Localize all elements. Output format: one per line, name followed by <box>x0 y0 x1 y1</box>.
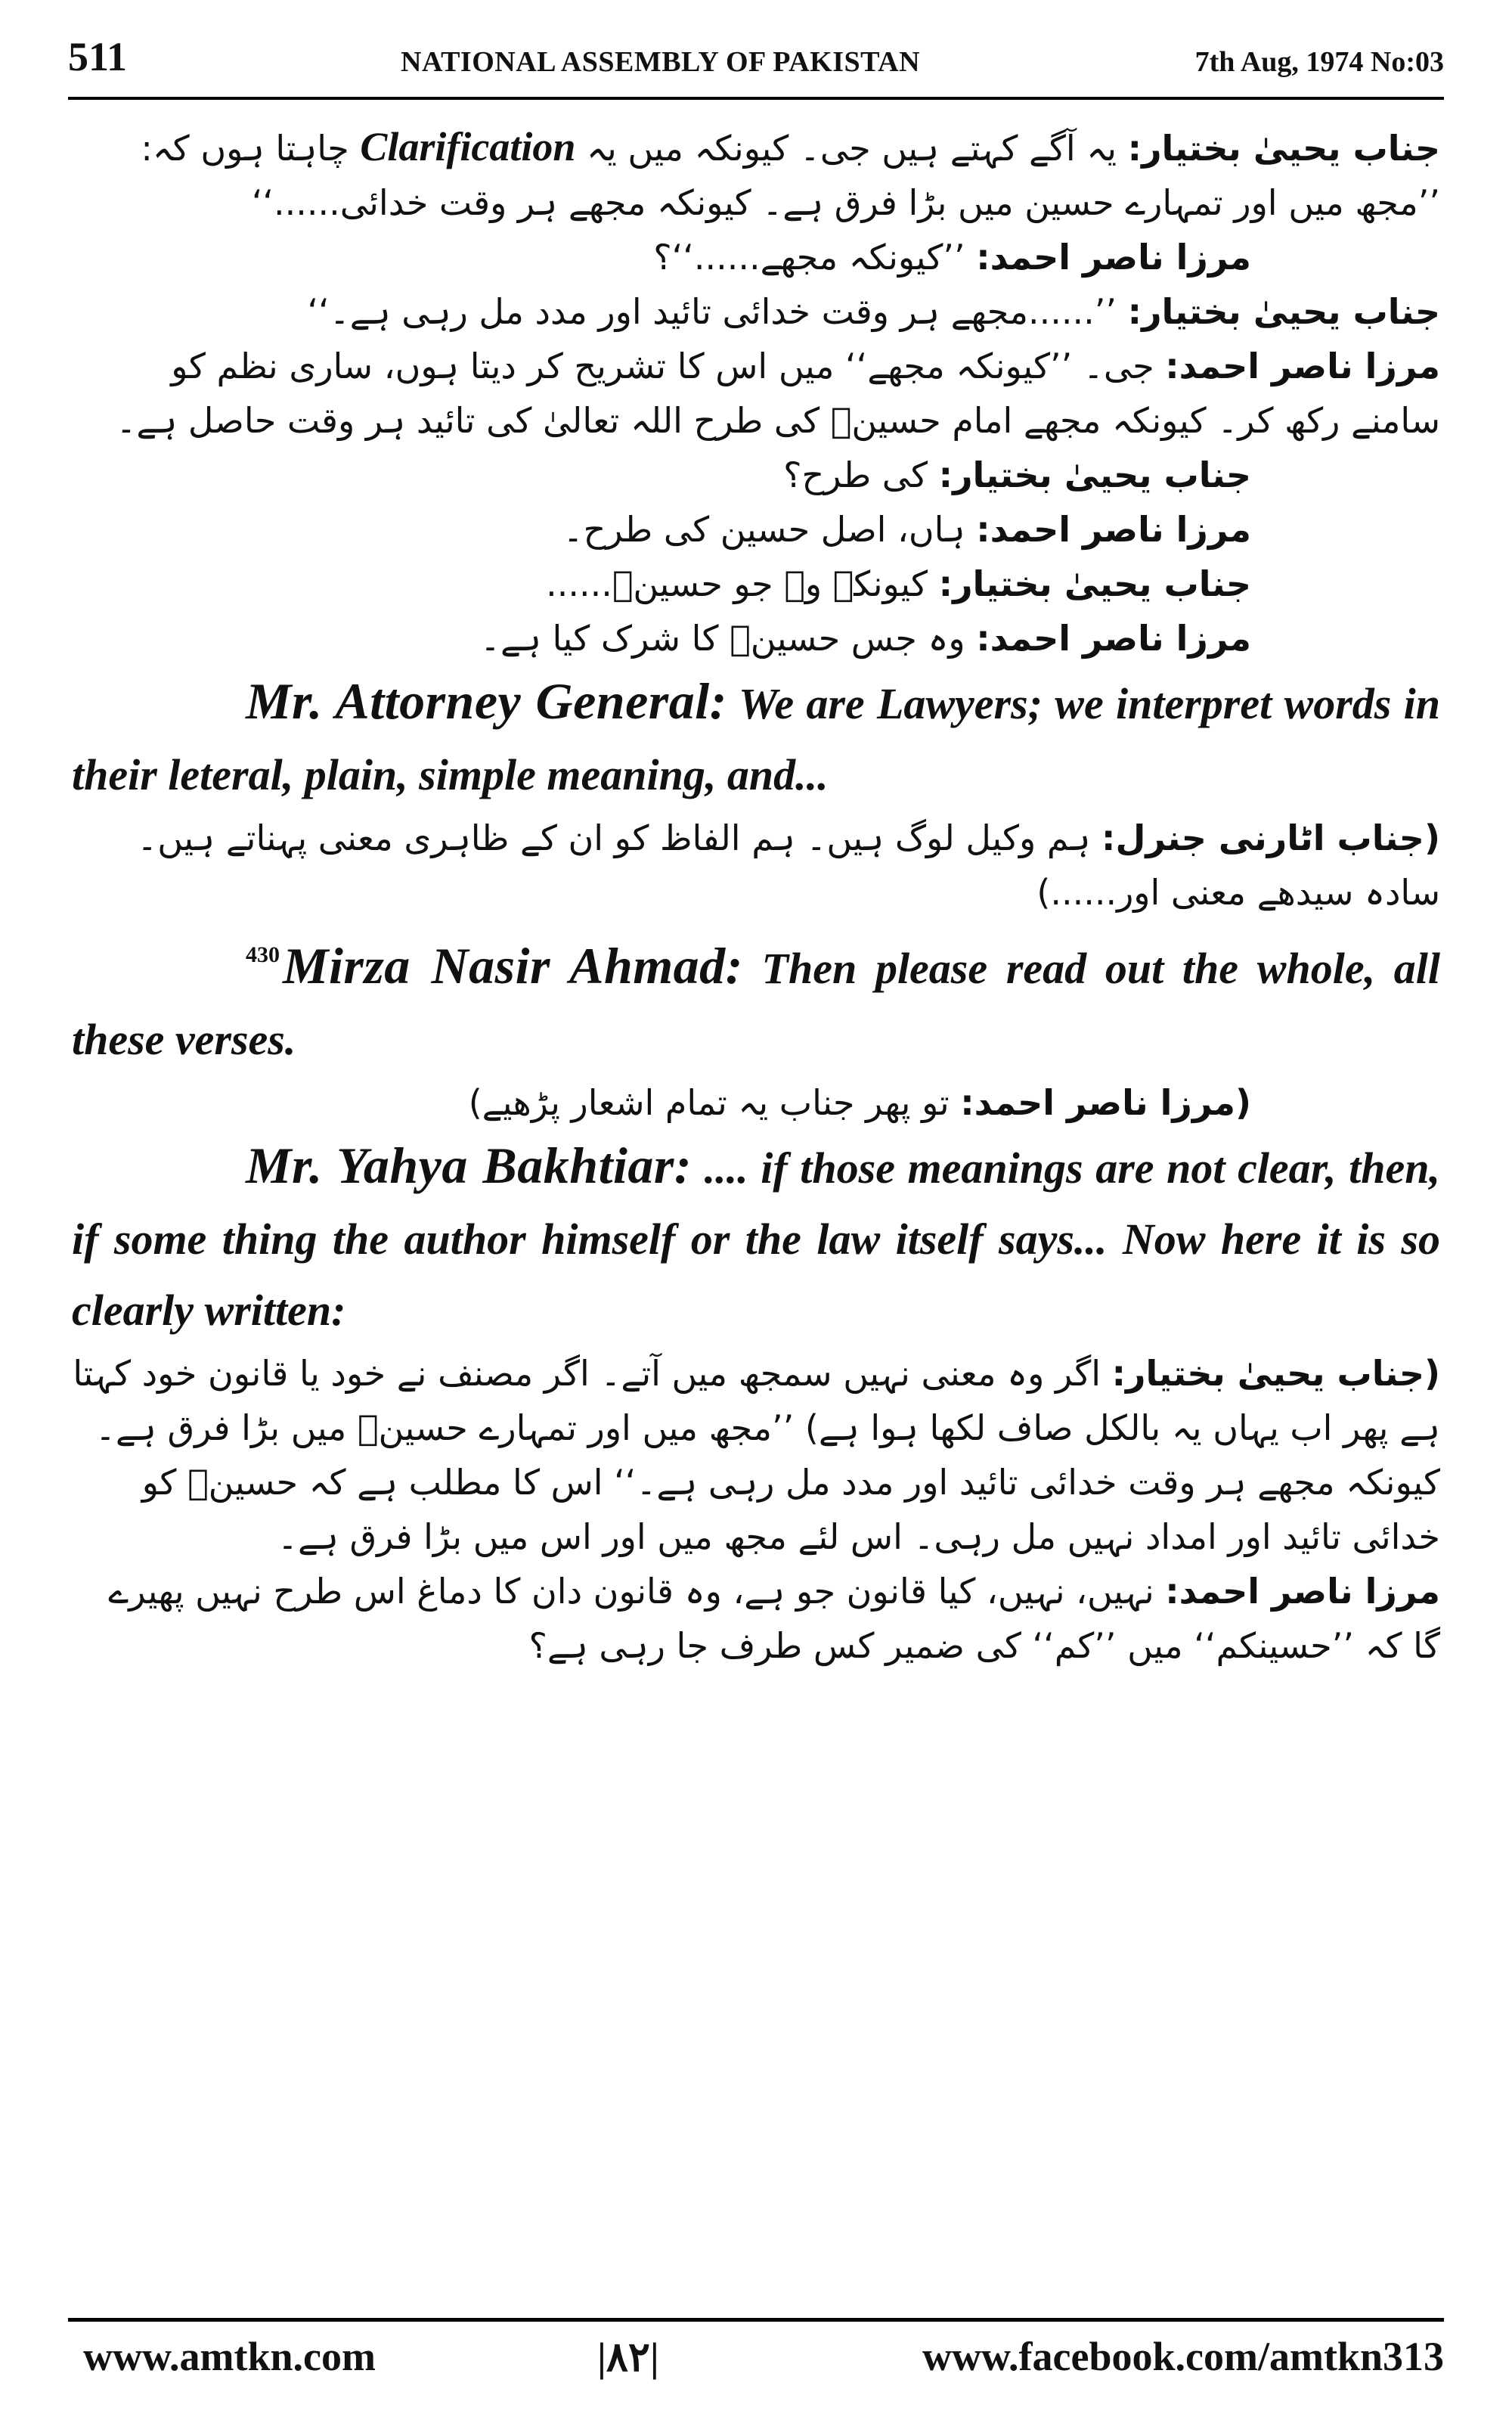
speaker-label: مرزا ناصر احمد: <box>976 618 1251 659</box>
urdu-paragraph <box>72 284 1440 339</box>
urdu-paragraph <box>72 811 1440 920</box>
urdu-text: جی۔ ’’کیونکہ مجھے‘‘ میں اس کا تشریح کر دیتا ہوں، ساری نظم کو سامنے رکھ کر۔ کیونکہ مجھے امام حسینؓ کی طرح اللہ تعالیٰ کی تائید ہر وقت حاصل ہے۔ <box>116 346 1440 441</box>
urdu-paragraph <box>72 448 1440 502</box>
urdu-paragraph <box>72 502 1440 557</box>
latin-term: Clarification <box>360 124 576 169</box>
speaker-label: جناب یحییٰ بختیار: <box>938 563 1251 604</box>
issue-date: 7th Aug, 1974 No:03 <box>1194 46 1444 78</box>
speaker-label: (مرزا ناصر احمد: <box>960 1082 1251 1123</box>
english-text: .... if those meanings are not clear, then, if some thing the author himself or the law itself says... Now here it is so clearly written: <box>72 1143 1441 1335</box>
header-rule <box>68 97 1444 100</box>
urdu-paragraph <box>72 230 1440 284</box>
urdu-text: اگر وہ معنی نہیں سمجھ میں آتے۔ اگر مصنف نے خود یا قانون خود کہتا ہے پھر اب یہاں یہ بالکل صاف لکھا ہوا ہے) ’’مجھ میں اور تمہارے حسینؓ میں بڑا فرق ہے۔ کیونکہ مجھے ہر وقت خدائی تائید اور مدد مل رہی ہے۔‘‘ اس کا مطلب ہے کہ حسینؓ کو خدائی تائید اور امداد نہیں مل رہی۔ اس لئے مجھ میں اور اس میں بڑا فرق ہے۔ <box>73 1353 1440 1557</box>
speaker-label: جناب یحییٰ بختیار: <box>1127 291 1440 332</box>
speaker-label: مرزا ناصر احمد: <box>1165 1571 1440 1612</box>
speaker-label: (جناب اٹارنی جنرل: <box>1101 818 1440 858</box>
publication-title: NATIONAL ASSEMBLY OF PAKISTAN <box>401 46 921 78</box>
page-header <box>68 29 1444 104</box>
page-number: 511 <box>68 34 128 79</box>
urdu-text: کی طرح؟ <box>783 455 928 495</box>
urdu-paragraph <box>72 1564 1440 1673</box>
footer-rule <box>68 2318 1444 2322</box>
english-paragraph <box>72 666 1440 811</box>
speaker-label: جناب یحییٰ بختیار: <box>1127 128 1440 169</box>
urdu-text: چاہتا ہوں کہ: ’’مجھ میں اور تمہارے حسین میں بڑا فرق ہے۔ کیونکہ مجھے ہر وقت خدائی......‘‘ <box>141 128 1440 223</box>
urdu-text: یہ آگے کہتے ہیں جی۔ کیونکہ میں یہ <box>587 128 1117 169</box>
urdu-text: ’’کیونکہ مجھے......‘‘؟ <box>653 237 965 278</box>
transcript-body <box>72 113 1440 1673</box>
english-paragraph <box>72 1130 1440 1346</box>
urdu-text: ہاں، اصل حسین کی طرح۔ <box>562 509 965 550</box>
urdu-paragraph <box>72 1075 1440 1130</box>
speaker-label: Mr. Yahya Bakhtiar: <box>246 1137 692 1194</box>
speaker-label: Mirza Nasir Ahmad: <box>283 937 743 994</box>
speaker-label: مرزا ناصر احمد: <box>976 509 1251 550</box>
urdu-text: تو پھر جناب یہ تمام اشعار پڑھیے) <box>468 1082 950 1123</box>
english-text: Then please read out the whole, all these verses. <box>72 944 1441 1064</box>
english-paragraph <box>72 920 1440 1075</box>
website-link[interactable]: www.amtkn.com <box>83 2334 376 2379</box>
facebook-link[interactable]: www.facebook.com/amtkn313 <box>922 2334 1444 2379</box>
urdu-paragraph <box>72 611 1440 666</box>
urdu-text: ’’......مجھے ہر وقت خدائی تائید اور مدد مل رہی ہے۔‘‘ <box>307 291 1117 332</box>
speaker-label: (جناب یحییٰ بختیار: <box>1111 1353 1440 1394</box>
urdu-paragraph <box>72 1346 1440 1564</box>
page-marker: 430 <box>246 942 280 967</box>
speaker-label: مرزا ناصر احمد: <box>1165 346 1440 386</box>
page-footer <box>68 2333 1444 2394</box>
urdu-paragraph <box>72 339 1440 448</box>
urdu-paragraph <box>72 557 1440 611</box>
speaker-label: مرزا ناصر احمد: <box>976 237 1251 278</box>
urdu-page-number: |٨٢| <box>597 2335 659 2380</box>
urdu-paragraph <box>72 119 1440 230</box>
speaker-label: Mr. Attorney General: <box>246 672 727 730</box>
urdu-text: وہ جس حسینؓ کا شرک کیا ہے۔ <box>480 618 965 659</box>
english-text: We are Lawyers; we interpret words in their leteral, plain, simple meaning, and... <box>72 679 1440 799</box>
urdu-text: نہیں، نہیں، کیا قانون جو ہے، وہ قانون دان کا دماغ اس طرح نہیں پھیرے گا کہ ’’حسینکم‘‘ میں ’’کم‘‘ کی ضمیر کس طرف جا رہی ہے؟ <box>108 1571 1440 1666</box>
urdu-text: ہم وکیل لوگ ہیں۔ ہم الفاظ کو ان کے ظاہری معنی پہناتے ہیں۔ سادہ سیدھے معنی اور......) <box>137 818 1440 913</box>
speaker-label: جناب یحییٰ بختیار: <box>938 455 1251 495</box>
urdu-text: کیونکہ وہ جو حسینؓ...... <box>546 563 928 604</box>
